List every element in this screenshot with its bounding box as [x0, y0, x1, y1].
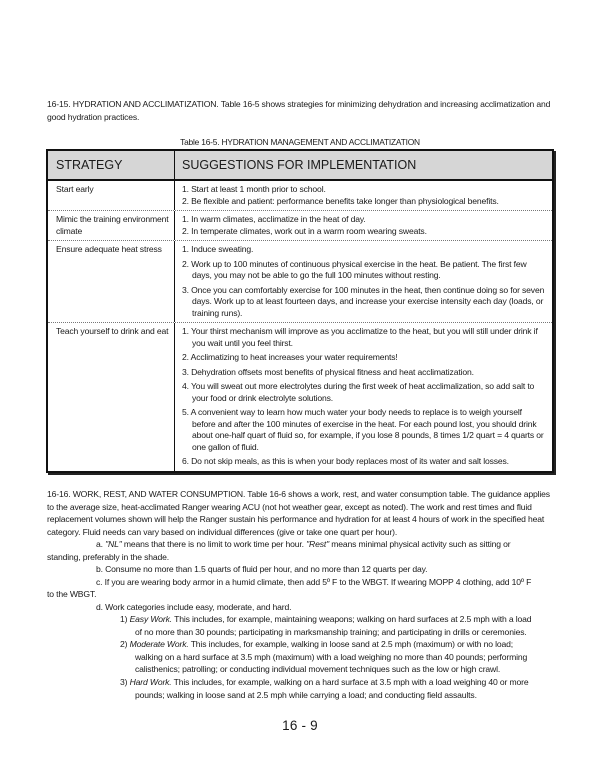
strategy-cell: Start early — [56, 184, 94, 194]
work-category-easy: 1) Easy Work. This includes, for example, maintaining weapons; walking on hard surfaces at 2.5 mph with a load of no more than 30 pounds; participating in marksmanship training; and participating in drills or ceremonies. — [120, 614, 532, 637]
suggestion-item: 1. Start at least 1 month prior to school. — [182, 184, 326, 194]
suggestion-item: 2. Be flexible and patient: performance benefits take longer than physiological benefits. — [182, 195, 499, 206]
table-row — [48, 241, 552, 323]
section-16-16-paragraph: 16-16. WORK, REST, AND WATER CONSUMPTION. Table 16-6 shows a work, rest, and water consumption table. The guidance applies to the average size, heat-acclimated Ranger wearing ACU (not hot weather gear, except as noted). The work and rest times and fluid replacement volumes shown will help the Ranger sustain his performance and hydration for at least 4 hours of work in the specified heat category. Fluid needs can vary based on individual differences (give or take one quart per hour). — [47, 489, 550, 537]
note-b: b. Consume no more than 1.5 quarts of fluid per hour, and no more than 12 quarts per day. — [96, 564, 428, 574]
header-suggestions: SUGGESTIONS FOR IMPLEMENTATION — [174, 151, 552, 179]
suggestion-item: 1. Your thirst mechanism will improve as you acclimatize to the heat, but you will still under drink if you wait until you feel thirst. — [182, 326, 538, 348]
work-category-hard: 3) Hard Work. This includes, for example, walking on a hard surface at 3.5 mph with a load weighing 40 or more pounds; walking in loose sand at 2.5 mph while carrying a load; and conducting field assaults. — [120, 677, 529, 700]
hydration-table — [46, 149, 554, 473]
note-a-continued: standing, preferably in the shade. — [47, 552, 169, 562]
note-d: d. Work categories include easy, moderate, and hard. — [96, 602, 292, 612]
table-16-5-caption: Table 16-5. HYDRATION MANAGEMENT AND ACCLIMATIZATION — [180, 137, 420, 147]
note-a: a. "NL" means that there is no limit to work time per hour. "Rest" means minimal physical activity such as sitting or — [96, 539, 511, 549]
header-strategy: STRATEGY — [56, 158, 123, 172]
suggestion-item: 3. Once you can comfortably exercise for 100 minutes in the heat, then continue doing so for seven days. Work up to at least fourteen days, and increase your exercise intensity each day (loads, or training runs). — [182, 284, 545, 318]
suggestion-item: 2. In temperate climates, work out in a warm room wearing sweats. — [182, 225, 427, 236]
note-c: c. If you are wearing body armor in a humid climate, then add 5º F to the WBGT. If wearing MOPP 4 clothing, add 10º F — [96, 577, 532, 587]
table-row — [48, 211, 552, 241]
work-category-moderate: 2) Moderate Work. This includes, for example, walking in loose sand at 2.5 mph (maximum) or with no load; walking on a hard surface at 3.5 mph (maximum) with a load weighing no more than 40 pounds; performing calisthenics; patrolling; or conducting individual movement techniques such as the low or high crawl. — [120, 639, 528, 675]
suggestion-item: 4. You will sweat out more electrolytes during the first week of heat acclimalization, so add salt to your food or drink electrolyte solutions. — [182, 381, 535, 403]
suggestion-item: 2. Acclimatizing to heat increases your water requirements! — [182, 352, 398, 362]
page-number: 16 - 9 — [282, 718, 318, 733]
section-16-15-paragraph: 16-15. HYDRATION AND ACCLIMATIZATION. Table 16-5 shows strategies for minimizing dehydration and increasing acclimatization and good hydration practices. — [47, 99, 551, 122]
table-header-row — [48, 151, 552, 181]
suggestion-item: 1. In warm climates, acclimatize in the heat of day. — [182, 214, 366, 224]
note-c-continued: to the WBGT. — [47, 589, 97, 599]
table-row — [48, 323, 552, 471]
strategy-cell: Teach yourself to drink and eat — [56, 326, 169, 336]
suggestion-item: 6. Do not skip meals, as this is when your body replaces most of its water and salt losses. — [182, 456, 509, 466]
strategy-cell: Ensure adequate heat stress — [56, 244, 162, 254]
suggestions-cell — [174, 241, 552, 322]
table-row — [48, 181, 552, 211]
suggestions-cell — [174, 323, 552, 471]
suggestions-cell — [174, 211, 552, 240]
suggestion-item: 1. Induce sweating. — [182, 244, 254, 254]
suggestion-item: 2. Work up to 100 minutes of continuous physical exercise in the heat. Be patient. The first few days, you may not be able to go the full 100 minutes without resting. — [182, 258, 527, 280]
suggestions-cell — [174, 181, 552, 210]
suggestion-item: 5. A convenient way to learn how much water your body needs to replace is to weigh yourself before and after the 100 minutes of exercise in the heat. For each pound lost, you should drink about one-half quart of fluid so, for example, if you lose 8 pounds, 8 times 1/2 quart = 4 quarts or one gallon of fluid. — [182, 407, 544, 452]
strategy-cell: Mimic the training environment climate — [56, 214, 169, 236]
suggestion-item: 3. Dehydration offsets most benefits of physical fitness and heat acclimatization. — [182, 366, 474, 377]
